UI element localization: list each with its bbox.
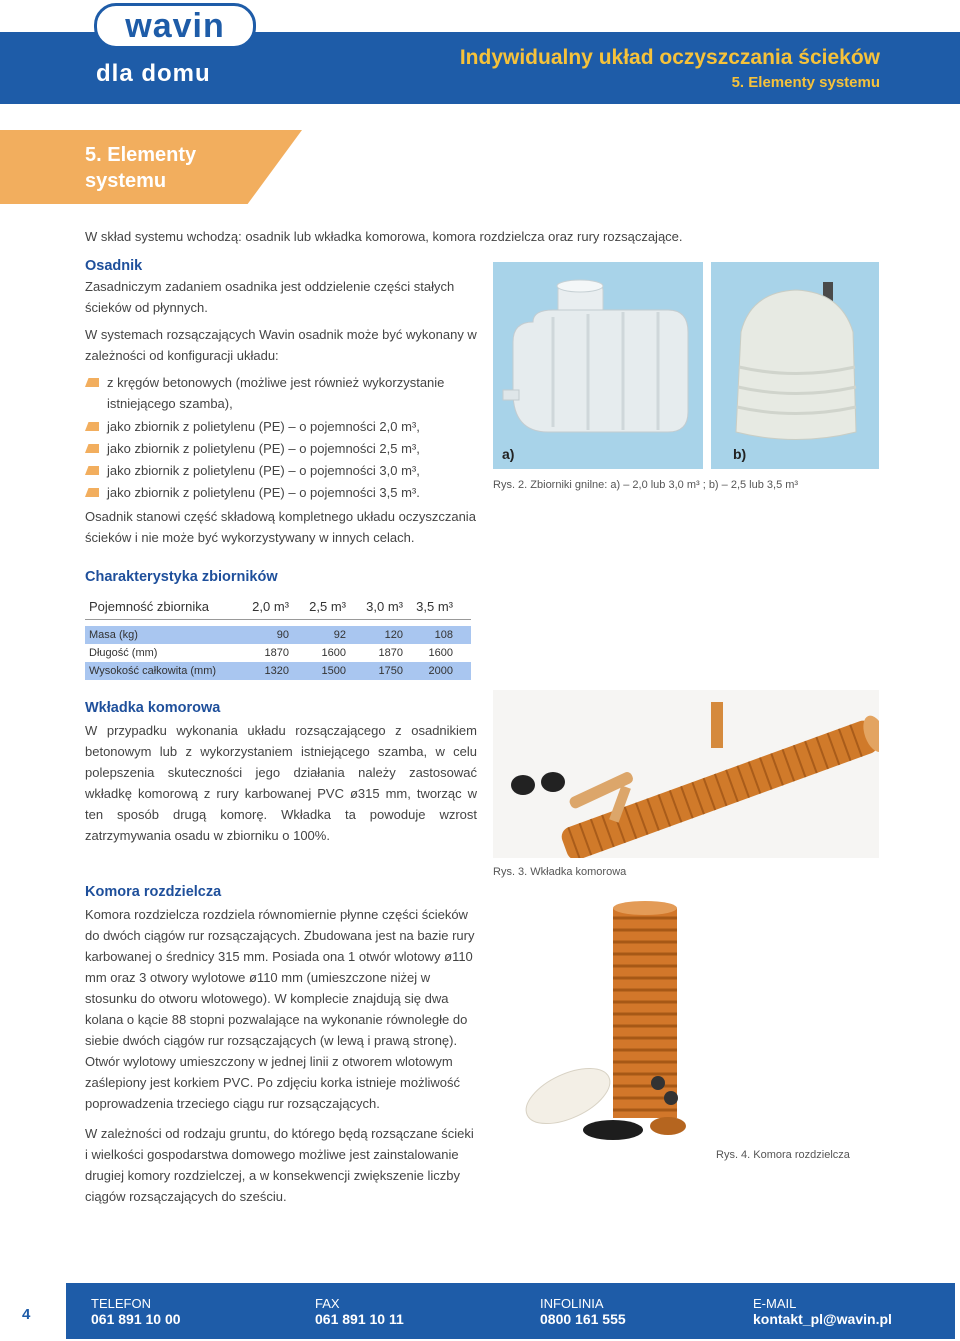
footer-infoline — [540, 1296, 626, 1327]
footer-phone-value: 061 891 10 00 — [91, 1311, 181, 1327]
wkladka-section — [85, 700, 477, 846]
table-header-cell: 3,0 m³ — [366, 598, 403, 614]
wavin-logo — [94, 3, 256, 49]
list-item: jako zbiornik z polietylenu (PE) – o pojemności 2,0 m³, — [85, 416, 477, 438]
list-item: jako zbiornik z polietylenu (PE) – o pojemności 3,0 m³, — [85, 460, 477, 482]
wkladka-text: W przypadku wykonania układu rozsączającego z osadnikiem betonowym lub z wykorzystaniem istniejącego szamba, w celu polepszenia skuteczności jego działania należy zastosować wkładkę komorową z rury karbowanej PVC ø315 mm, tworząc w ten sposób drugą komorę. Wkładka ta powoduje wzrost zatrzymywania osadu w zbiorniku o 100%. — [85, 723, 477, 843]
table-header-row — [85, 593, 471, 620]
osadnik-section — [85, 258, 477, 548]
footer-fax-label: FAX — [315, 1296, 340, 1311]
bullet-icon — [85, 444, 99, 453]
fig4-caption: Rys. 4. Komora rozdzielcza — [716, 1149, 850, 1161]
komora-p1: Komora rozdzielcza rozdziela równomiernie płynne części ścieków do dwóch ciągów rur rozsączających. Zbudowana jest na bazie rury karbowanej o średnicy 315 mm. Posiada ona 1 otwór wlotowy ø110 mm oraz 3 otwory wylotowe ø110 mm (umieszczone niżej w stosunku do otworu wlotowego). W komplecie znajdują się dwa kolana o kącie 88 stopni pozwalające na wykonanie równoległe do siebie dwóch ciągów rur rozsączających (w lewą i prawą stronę). Otwór wylotowy umieszczony w jednej linii z otworem wlotowym zaślepiony jest korkiem PVC. Po zdjęciu korka istnieje możliwość poprowadzenia trzeciego ciągu rur rozsączających. — [85, 907, 475, 1111]
footer-email-link[interactable]: kontakt_pl@wavin.pl — [753, 1311, 892, 1327]
bullet-icon — [85, 488, 99, 497]
table-row: Wysokość całkowita (mm) 1320 1500 1750 2000 — [85, 662, 471, 680]
header-title: Indywidualny układ oczyszczania ścieków — [459, 46, 880, 69]
osadnik-p2: W systemach rozsączających Wavin osadnik może być wykonany w zależności od konfiguracji układu: — [85, 327, 477, 363]
osadnik-p3: Osadnik stanowi część składową kompletnego układu oczyszczania ścieków i nie może być wykorzystywany w innych celach. — [85, 509, 476, 545]
footer-phone — [91, 1296, 181, 1327]
komora-photo — [493, 898, 703, 1160]
list-item: jako zbiornik z polietylenu (PE) – o pojemności 2,5 m³, — [85, 438, 477, 460]
komora-section — [85, 884, 477, 1207]
fig2-caption: Rys. 2. Zbiorniki gnilne: a) – 2,0 lub 3,0 m³ ; b) – 2,5 lub 3,5 m³ — [493, 479, 799, 491]
osadnik-list — [85, 372, 477, 504]
table-header-cell: 3,5 m³ — [416, 598, 453, 614]
table-row: Długość (mm) 1870 1600 1870 1600 — [89, 647, 453, 659]
komora-heading: Komora rozdzielcza — [85, 884, 222, 900]
table-header-cell: 2,0 m³ — [252, 598, 289, 614]
fig2-label-a: a) — [502, 446, 515, 462]
footer-email-label: E-MAIL — [753, 1296, 797, 1311]
osadnik-heading: Osadnik — [85, 258, 143, 274]
logo-subtitle: dla domu — [96, 60, 211, 87]
footer-infoline-label: INFOLINIA — [540, 1296, 604, 1311]
wkladka-heading: Wkładka komorowa — [85, 700, 221, 716]
footer-fax — [315, 1296, 404, 1327]
tank-photo-a — [493, 262, 703, 469]
bullet-icon — [85, 466, 99, 475]
bullet-icon — [85, 378, 99, 387]
list-item: z kręgów betonowych (możliwe jest również wykorzystanie istniejącego szamba), — [85, 372, 477, 416]
list-item: jako zbiornik z polietylenu (PE) – o pojemności 3,5 m³. — [85, 482, 477, 504]
tank-photo-b — [711, 262, 879, 469]
intro-text: W skład systemu wchodzą: osadnik lub wkładka komorowa, komora rozdzielcza oraz rury rozsączające. — [85, 229, 683, 244]
osadnik-p1: Zasadniczym zadaniem osadnika jest oddzielenie części stałych ścieków od płynnych. — [85, 279, 455, 315]
table-heading: Charakterystyka zbiorników — [85, 569, 278, 585]
footer-email — [753, 1296, 892, 1327]
footer-fax-value: 061 891 10 11 — [315, 1311, 404, 1327]
table-row: Masa (kg) 90 92 120 108 — [85, 626, 471, 644]
table-header-cell: 2,5 m³ — [309, 598, 346, 614]
footer-infoline-value: 0800 161 555 — [540, 1311, 626, 1327]
page-number: 4 — [22, 1306, 31, 1323]
wkladka-photo — [493, 690, 879, 858]
footer-phone-label: TELEFON — [91, 1296, 151, 1311]
logo-text: wavin — [125, 7, 225, 45]
header-subtitle: 5. Elementy systemu — [731, 74, 880, 91]
section-title: 5. Elementy systemu — [85, 144, 197, 192]
table-header-cell: Pojemność zbiornika — [89, 598, 209, 614]
fig2-label-b: b) — [733, 446, 747, 462]
fig3-caption: Rys. 3. Wkładka komorowa — [493, 866, 627, 878]
komora-p2: W zależności od rodzaju gruntu, do którego będą rozsączane ścieki i wielkości gospodarstwa domowego możliwe jest zainstalowanie drugiej komory rozdzielczej, a w konsekwencji zwiększenie liczby ciągów rozsączających do sześciu. — [85, 1126, 474, 1204]
bullet-icon — [85, 422, 99, 431]
characteristics-table — [85, 593, 471, 680]
